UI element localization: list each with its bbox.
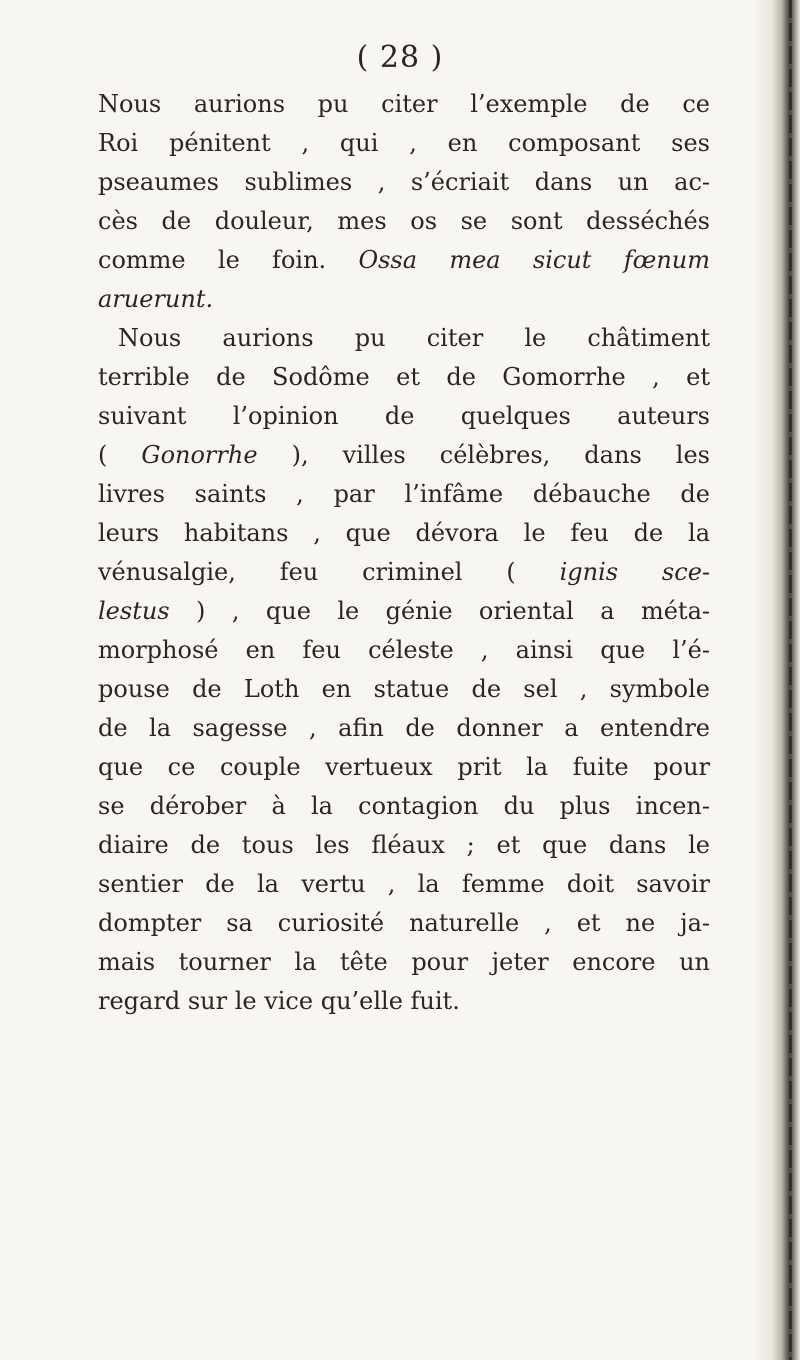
text-line: Nous aurions pu citer le châtiment <box>118 324 710 352</box>
italic-term: Gonorrhe <box>141 441 258 469</box>
text-line: suivant l’opinion de quelques auteurs <box>98 402 710 430</box>
text-segment: ( <box>98 441 142 469</box>
page-number: ( 28 ) <box>356 40 444 75</box>
text-segment: ) , que le génie oriental a méta- <box>196 597 710 625</box>
text-line <box>98 553 710 592</box>
text-line: morphosé en feu céleste , ainsi que l’é- <box>98 636 710 664</box>
latin-quote: Ossa mea sicut fœnum <box>358 246 710 274</box>
text-line: cès de douleur, mes os se sont desséchés <box>98 207 710 235</box>
text-line: de la sagesse , afin de donner a entendre <box>98 714 710 742</box>
text-line <box>98 280 710 319</box>
text-line: Nous aurions pu citer l’exemple de ce <box>98 90 710 118</box>
text-line: regard sur le vice qu’elle fuit. <box>98 987 460 1015</box>
text-segment: comme le foin. <box>98 246 359 274</box>
text-line: livres saints , par l’infâme débauche de <box>98 480 710 508</box>
text-segment: vénusalgie, feu criminel ( <box>98 558 560 586</box>
text-segment: ), villes célèbres, dans les <box>291 441 710 469</box>
latin-quote: aruerunt. <box>98 285 214 313</box>
text-line: se dérober à la contagion du plus incen- <box>98 792 710 820</box>
text-line <box>98 592 710 631</box>
latin-quote: lestus <box>98 597 170 625</box>
body-text <box>98 85 710 1021</box>
text-line: mais tourner la tête pour jeter encore un <box>98 948 710 976</box>
latin-quote: ignis sce- <box>559 558 710 586</box>
text-line: pseaumes sublimes , s’écriait dans un ac- <box>98 168 710 196</box>
text-line <box>98 241 710 280</box>
text-line <box>98 436 710 475</box>
text-line: sentier de la vertu , la femme doit savoir <box>98 870 710 898</box>
text-line: diaire de tous les fléaux ; et que dans le <box>98 831 710 859</box>
book-spine-edge <box>789 0 792 1360</box>
text-line: Roi pénitent , qui , en composant ses <box>98 129 710 157</box>
book-spine-shadow <box>756 0 800 1360</box>
text-line: leurs habitans , que dévora le feu de la <box>98 519 710 547</box>
text-line: terrible de Sodôme et de Gomorrhe , et <box>98 363 710 391</box>
text-line: dompter sa curiosité naturelle , et ne ja- <box>98 909 710 937</box>
text-line: que ce couple vertueux prit la fuite pour <box>98 753 710 781</box>
text-line: pouse de Loth en statue de sel , symbole <box>98 675 710 703</box>
